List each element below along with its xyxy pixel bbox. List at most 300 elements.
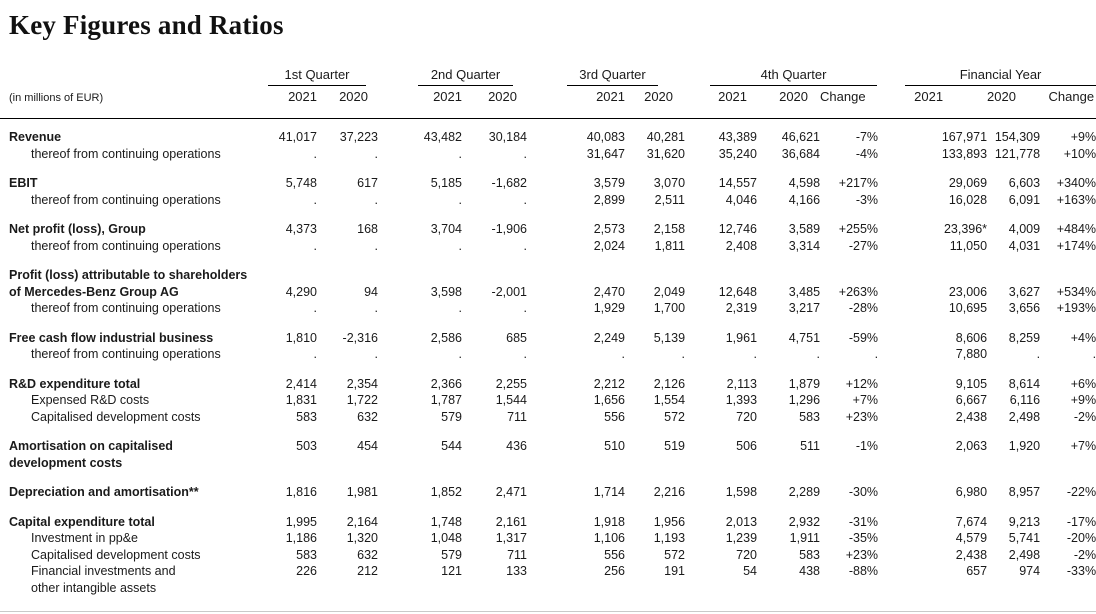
row-label: Capitalised development costs — [31, 409, 201, 424]
table-body — [0, 119, 1096, 597]
cell-value: -1% — [855, 439, 879, 453]
col-header-fy-2021: 2021 — [878, 86, 987, 119]
cell-value: -88% — [848, 564, 879, 578]
cell-value: 10,695 — [948, 301, 988, 315]
cell-value: 438 — [799, 564, 821, 578]
cell-value: 40,281 — [646, 130, 686, 144]
cell-value: 7,880 — [955, 347, 988, 361]
empty-corner-cell — [0, 67, 260, 86]
cell-value: 35,240 — [718, 146, 758, 161]
cell-value: 711 — [507, 547, 527, 562]
row-spacer — [0, 208, 1096, 221]
table-row — [0, 376, 1096, 393]
row-spacer — [0, 162, 1096, 175]
cell-value: . — [374, 347, 378, 361]
row-label: Profit (loss) attributable to shareholders of Mercedes-Benz Group AG — [9, 268, 248, 299]
table-row — [0, 221, 1096, 238]
cell-value: 4,166 — [788, 192, 821, 207]
cell-value: 2,013 — [725, 514, 758, 529]
cell-value: -3% — [855, 192, 879, 207]
row-label: thereof from continuing operations — [31, 146, 221, 161]
table-row — [0, 175, 1096, 192]
cell-value: 5,741 — [1008, 531, 1041, 545]
cell-value: . — [458, 192, 462, 207]
cell-value: 2,216 — [653, 485, 686, 499]
cell-value: 2,024 — [593, 238, 625, 253]
year-header-row — [0, 86, 1096, 119]
group-label: 1st Quarter — [268, 67, 366, 86]
cell-value: +217% — [838, 176, 879, 190]
table-row — [0, 392, 1096, 409]
table-row — [0, 547, 1096, 564]
cell-value: +534% — [1056, 284, 1096, 299]
cell-value: 2,161 — [495, 514, 527, 529]
table-row — [0, 146, 1096, 163]
row-label: thereof from continuing operations — [31, 301, 221, 315]
cell-value: 1,193 — [653, 531, 686, 545]
row-label: Financial investments and other intangible assets — [31, 564, 176, 595]
bottom-divider — [0, 611, 1096, 612]
cell-value: +174% — [1056, 238, 1096, 253]
table-row — [0, 267, 1096, 300]
cell-value: -2% — [1073, 547, 1096, 562]
cell-value: +163% — [1056, 192, 1096, 207]
cell-value: 579 — [441, 409, 462, 424]
cell-value: +9% — [1070, 393, 1096, 407]
cell-value: 1,911 — [789, 531, 821, 545]
cell-value: 43,389 — [718, 130, 758, 144]
row-label: Net profit (loss), Group — [9, 222, 146, 236]
cell-value: 2,126 — [653, 376, 686, 391]
cell-value: 583 — [799, 547, 821, 562]
cell-value: . — [313, 301, 317, 315]
cell-value: 121 — [441, 564, 462, 578]
cell-value: . — [816, 347, 821, 361]
cell-value: . — [523, 192, 527, 207]
cell-value: -20% — [1066, 531, 1096, 545]
cell-value: +23% — [845, 547, 879, 562]
cell-value: 617 — [357, 176, 378, 190]
cell-value: 2,932 — [788, 514, 821, 529]
cell-value: 632 — [357, 547, 378, 562]
cell-value: 2,049 — [653, 284, 686, 299]
row-label: Capital expenditure total — [9, 514, 155, 529]
cell-value: 6,667 — [955, 393, 988, 407]
cell-value: 2,212 — [593, 376, 625, 391]
cell-value: 31,647 — [586, 146, 625, 161]
cell-value: . — [753, 347, 758, 361]
cell-value: 2,249 — [593, 330, 625, 345]
cell-value: 2,289 — [788, 485, 821, 499]
cell-value: +255% — [838, 222, 879, 236]
cell-value: 154,309 — [994, 130, 1041, 144]
cell-value: 4,373 — [285, 222, 317, 236]
col-header-q4-2021: 2021 — [685, 86, 757, 119]
table-row — [0, 330, 1096, 347]
row-spacer — [0, 363, 1096, 376]
cell-value: 54 — [743, 564, 758, 578]
cell-value: 1,811 — [654, 238, 686, 253]
cell-value: 23,006 — [948, 284, 988, 299]
cell-value: 4,009 — [1008, 222, 1041, 236]
cell-value: -33% — [1066, 564, 1096, 578]
cell-value: 6,091 — [1008, 192, 1041, 207]
cell-value: 3,589 — [788, 222, 821, 236]
cell-value: -31% — [848, 514, 879, 529]
cell-value: 30,184 — [488, 130, 527, 144]
group-label: 3rd Quarter — [567, 67, 658, 86]
cell-value: 2,063 — [955, 439, 988, 453]
cell-value: 454 — [357, 439, 378, 453]
table-row — [0, 346, 1096, 363]
cell-value: . — [1092, 347, 1096, 361]
cell-value: -2,001 — [491, 284, 527, 299]
cell-value: 9,105 — [955, 376, 988, 391]
cell-value: 1,920 — [1008, 439, 1041, 453]
cell-value: 711 — [507, 409, 527, 424]
row-spacer — [0, 254, 1096, 267]
cell-value: 572 — [664, 547, 686, 562]
group-label: Financial Year — [905, 67, 1096, 86]
row-label: Investment in pp&e — [31, 531, 139, 545]
cell-value: 4,046 — [725, 192, 758, 207]
table-row — [0, 514, 1096, 531]
cell-value: -1,906 — [491, 222, 527, 236]
cell-value: 2,366 — [430, 376, 462, 391]
cell-value: 544 — [441, 439, 462, 453]
cell-value: 974 — [1019, 564, 1041, 578]
cell-value: 511 — [800, 439, 821, 453]
cell-value: 3,485 — [788, 284, 821, 299]
cell-value: +23% — [845, 409, 879, 424]
cell-value: 5,139 — [653, 330, 686, 345]
cell-value: 720 — [736, 547, 758, 562]
cell-value: +340% — [1056, 176, 1096, 190]
group-header-1st-quarter — [260, 67, 378, 86]
cell-value: 572 — [664, 409, 686, 424]
table-row — [0, 438, 1096, 471]
cell-value: 583 — [296, 409, 317, 424]
cell-value: 583 — [799, 409, 821, 424]
cell-value: . — [621, 347, 625, 361]
cell-value: 556 — [604, 547, 625, 562]
cell-value: 2,113 — [726, 376, 758, 391]
col-header-fy-change: Change — [1040, 86, 1096, 119]
cell-value: 1,554 — [653, 393, 686, 407]
cell-value: 503 — [296, 439, 317, 453]
row-spacer — [0, 471, 1096, 484]
cell-value: +263% — [838, 284, 879, 299]
col-header-q1-2021: 2021 — [260, 86, 317, 119]
col-header-q1-2020: 2020 — [317, 86, 378, 119]
cell-value: -4% — [855, 146, 879, 161]
cell-value: +193% — [1056, 301, 1096, 315]
cell-value: 2,158 — [653, 222, 686, 236]
cell-value: 41,017 — [278, 130, 317, 144]
cell-value: 11,050 — [949, 238, 988, 253]
cell-value: 685 — [506, 330, 527, 345]
key-figures-table — [0, 67, 1096, 596]
cell-value: -22% — [1066, 485, 1096, 499]
cell-value: 1,700 — [653, 301, 686, 315]
cell-value: +10% — [1063, 146, 1096, 161]
cell-value: 1,656 — [593, 393, 625, 407]
cell-value: . — [313, 347, 317, 361]
cell-value: 226 — [296, 564, 317, 578]
row-label: Free cash flow industrial business — [9, 330, 214, 345]
cell-value: 2,164 — [346, 514, 378, 529]
cell-value: 1,186 — [285, 531, 317, 545]
cell-value: 167,971 — [941, 130, 988, 144]
table-row — [0, 129, 1096, 146]
cell-value: 2,471 — [495, 485, 527, 499]
cell-value: -35% — [848, 531, 879, 545]
cell-value: 3,217 — [788, 301, 821, 315]
cell-value: 212 — [357, 564, 378, 578]
col-header-q4-2020: 2020 — [757, 86, 820, 119]
cell-value: 133,893 — [941, 146, 988, 161]
cell-value: 1,714 — [593, 485, 625, 499]
cell-value: +12% — [845, 376, 879, 391]
cell-value: . — [374, 192, 378, 207]
cell-value: 1,296 — [788, 393, 821, 407]
cell-value: 46,621 — [781, 130, 821, 144]
group-header-3rd-quarter — [527, 67, 685, 86]
group-header-4th-quarter — [685, 67, 878, 86]
table-row — [0, 192, 1096, 209]
row-label: Depreciation and amortisation** — [9, 485, 199, 499]
cell-value: -27% — [848, 238, 879, 253]
row-label: Amortisation on capitalised development costs — [9, 439, 173, 470]
cell-value: 1,810 — [285, 330, 317, 345]
cell-value: 5,748 — [285, 176, 317, 190]
cell-value: 2,438 — [955, 409, 988, 424]
cell-value: 8,957 — [1008, 485, 1041, 499]
cell-value: 1,918 — [593, 514, 625, 529]
table-row — [0, 484, 1096, 501]
col-header-fy-2020: 2020 — [987, 86, 1040, 119]
row-label: Capitalised development costs — [31, 547, 201, 562]
row-label: thereof from continuing operations — [31, 347, 221, 361]
cell-value: -2,316 — [342, 330, 378, 345]
cell-value: -7% — [855, 130, 879, 144]
cell-value: 1,929 — [593, 301, 625, 315]
group-header-2nd-quarter — [378, 67, 527, 86]
cell-value: 12,648 — [718, 284, 758, 299]
cell-value: 583 — [296, 547, 317, 562]
cell-value: +7% — [1070, 439, 1096, 453]
cell-value: . — [313, 192, 317, 207]
cell-value: 1,048 — [430, 531, 462, 545]
cell-value: 4,598 — [788, 176, 821, 190]
cell-value: 168 — [357, 222, 378, 236]
cell-value: -28% — [848, 301, 879, 315]
cell-value: 3,070 — [653, 176, 686, 190]
cell-value: 1,956 — [653, 514, 686, 529]
col-header-q3-2020: 2020 — [625, 86, 685, 119]
cell-value: 506 — [736, 439, 758, 453]
cell-value: 510 — [604, 439, 625, 453]
cell-value: . — [523, 146, 527, 161]
cell-value: 2,899 — [593, 192, 625, 207]
cell-value: 8,606 — [955, 330, 988, 345]
cell-value: 3,579 — [593, 176, 625, 190]
cell-value: 8,614 — [1008, 376, 1041, 391]
cell-value: 1,598 — [725, 485, 758, 499]
table-row — [0, 409, 1096, 426]
cell-value: +4% — [1070, 330, 1096, 345]
cell-value: 4,751 — [788, 330, 821, 345]
cell-value: 9,213 — [1008, 514, 1041, 529]
cell-value: . — [458, 146, 462, 161]
col-header-q3-2021: 2021 — [527, 86, 625, 119]
row-label: EBIT — [9, 176, 38, 190]
row-spacer — [0, 501, 1096, 514]
cell-value: 31,620 — [646, 146, 686, 161]
cell-value: 556 — [604, 409, 625, 424]
cell-value: 4,031 — [1008, 238, 1041, 253]
cell-value: 436 — [506, 439, 527, 453]
cell-value: -59% — [848, 330, 879, 345]
cell-value: 2,511 — [654, 192, 686, 207]
cell-value: . — [458, 301, 462, 315]
cell-value: 2,498 — [1008, 547, 1041, 562]
cell-value: 43,482 — [423, 130, 462, 144]
cell-value: 29,069 — [948, 176, 988, 190]
table-row — [0, 563, 1096, 596]
cell-value: 3,314 — [788, 238, 821, 253]
cell-value: -17% — [1066, 514, 1096, 529]
cell-value: 256 — [604, 564, 625, 578]
column-group-header-row — [0, 67, 1096, 86]
group-label: 2nd Quarter — [418, 67, 513, 86]
cell-value: 8,259 — [1008, 330, 1041, 345]
cell-value: 1,239 — [725, 531, 758, 545]
row-label: R&D expenditure total — [9, 376, 141, 391]
cell-value: 2,319 — [725, 301, 758, 315]
cell-value: 94 — [364, 284, 378, 299]
cell-value: 1,722 — [346, 393, 378, 407]
table-row — [0, 300, 1096, 317]
cell-value: 1,816 — [285, 485, 317, 499]
cell-value: 23,396* — [943, 222, 988, 236]
cell-value: 2,586 — [430, 330, 462, 345]
cell-value: +484% — [1056, 222, 1096, 236]
unit-label: (in millions of EUR) — [0, 86, 260, 119]
cell-value: . — [458, 238, 462, 253]
table-row — [0, 238, 1096, 255]
cell-value: . — [458, 347, 462, 361]
cell-value: 1,981 — [346, 485, 378, 499]
cell-value: . — [523, 238, 527, 253]
group-label: 4th Quarter — [710, 67, 877, 86]
cell-value: -30% — [848, 485, 879, 499]
cell-value: 1,393 — [725, 393, 758, 407]
cell-value: -1,682 — [491, 176, 527, 190]
cell-value: . — [313, 238, 317, 253]
cell-value: 121,778 — [994, 146, 1041, 161]
cell-value: 1,320 — [346, 531, 378, 545]
page-title: Key Figures and Ratios — [9, 10, 284, 40]
cell-value: 1,961 — [725, 330, 758, 345]
cell-value: +9% — [1070, 130, 1096, 144]
cell-value: 720 — [736, 409, 758, 424]
cell-value: . — [374, 301, 378, 315]
cell-value: . — [374, 146, 378, 161]
cell-value: 133 — [506, 564, 527, 578]
cell-value: +7% — [852, 393, 879, 407]
cell-value: 2,255 — [495, 376, 527, 391]
cell-value: . — [313, 146, 317, 161]
cell-value: 5,185 — [430, 176, 462, 190]
cell-value: 3,704 — [430, 222, 462, 236]
cell-value: 2,573 — [593, 222, 625, 236]
cell-value: . — [523, 347, 527, 361]
row-label: thereof from continuing operations — [31, 238, 221, 253]
cell-value: 2,354 — [346, 376, 378, 391]
cell-value: . — [874, 347, 879, 361]
cell-value: 519 — [664, 439, 686, 453]
cell-value: 657 — [966, 564, 988, 578]
cell-value: 579 — [441, 547, 462, 562]
row-label: Revenue — [9, 130, 62, 144]
cell-value: 1,995 — [285, 514, 317, 529]
table-row — [0, 530, 1096, 547]
cell-value: 7,674 — [955, 514, 988, 529]
cell-value: 1,879 — [788, 376, 821, 391]
cell-value: 36,684 — [781, 146, 821, 161]
col-header-q4-change: Change — [820, 86, 878, 119]
cell-value: 4,290 — [285, 284, 317, 299]
cell-value: 1,787 — [430, 393, 462, 407]
cell-value: 6,116 — [1009, 393, 1041, 407]
cell-value: 6,980 — [955, 485, 988, 499]
cell-value: -2% — [1073, 409, 1096, 424]
row-spacer — [0, 425, 1096, 438]
cell-value: 1,852 — [430, 485, 462, 499]
cell-value: 1,831 — [285, 393, 317, 407]
cell-value: . — [374, 238, 378, 253]
cell-value: . — [1036, 347, 1041, 361]
col-header-q2-2021: 2021 — [378, 86, 462, 119]
cell-value: 6,603 — [1008, 176, 1041, 190]
cell-value: . — [681, 347, 686, 361]
cell-value: 191 — [664, 564, 686, 578]
row-label: Expensed R&D costs — [31, 393, 150, 407]
cell-value: 3,627 — [1008, 284, 1041, 299]
cell-value: 1,106 — [593, 531, 625, 545]
cell-value: 37,223 — [339, 130, 378, 144]
cell-value: 40,083 — [586, 130, 625, 144]
col-header-q2-2020: 2020 — [462, 86, 527, 119]
cell-value: 12,746 — [718, 222, 758, 236]
group-header-financial-year — [878, 67, 1096, 86]
cell-value: . — [523, 301, 527, 315]
cell-value: 4,579 — [955, 531, 988, 545]
cell-value: 3,598 — [430, 284, 462, 299]
cell-value: 1,544 — [495, 393, 527, 407]
cell-value: 1,317 — [495, 531, 527, 545]
cell-value: +6% — [1070, 376, 1096, 391]
row-spacer — [0, 317, 1096, 330]
cell-value: 1,748 — [430, 514, 462, 529]
cell-value: 632 — [357, 409, 378, 424]
cell-value: 3,656 — [1008, 301, 1041, 315]
cell-value: 14,557 — [718, 176, 758, 190]
cell-value: 2,470 — [593, 284, 625, 299]
cell-value: 16,028 — [948, 192, 988, 207]
cell-value: 2,414 — [285, 376, 317, 391]
